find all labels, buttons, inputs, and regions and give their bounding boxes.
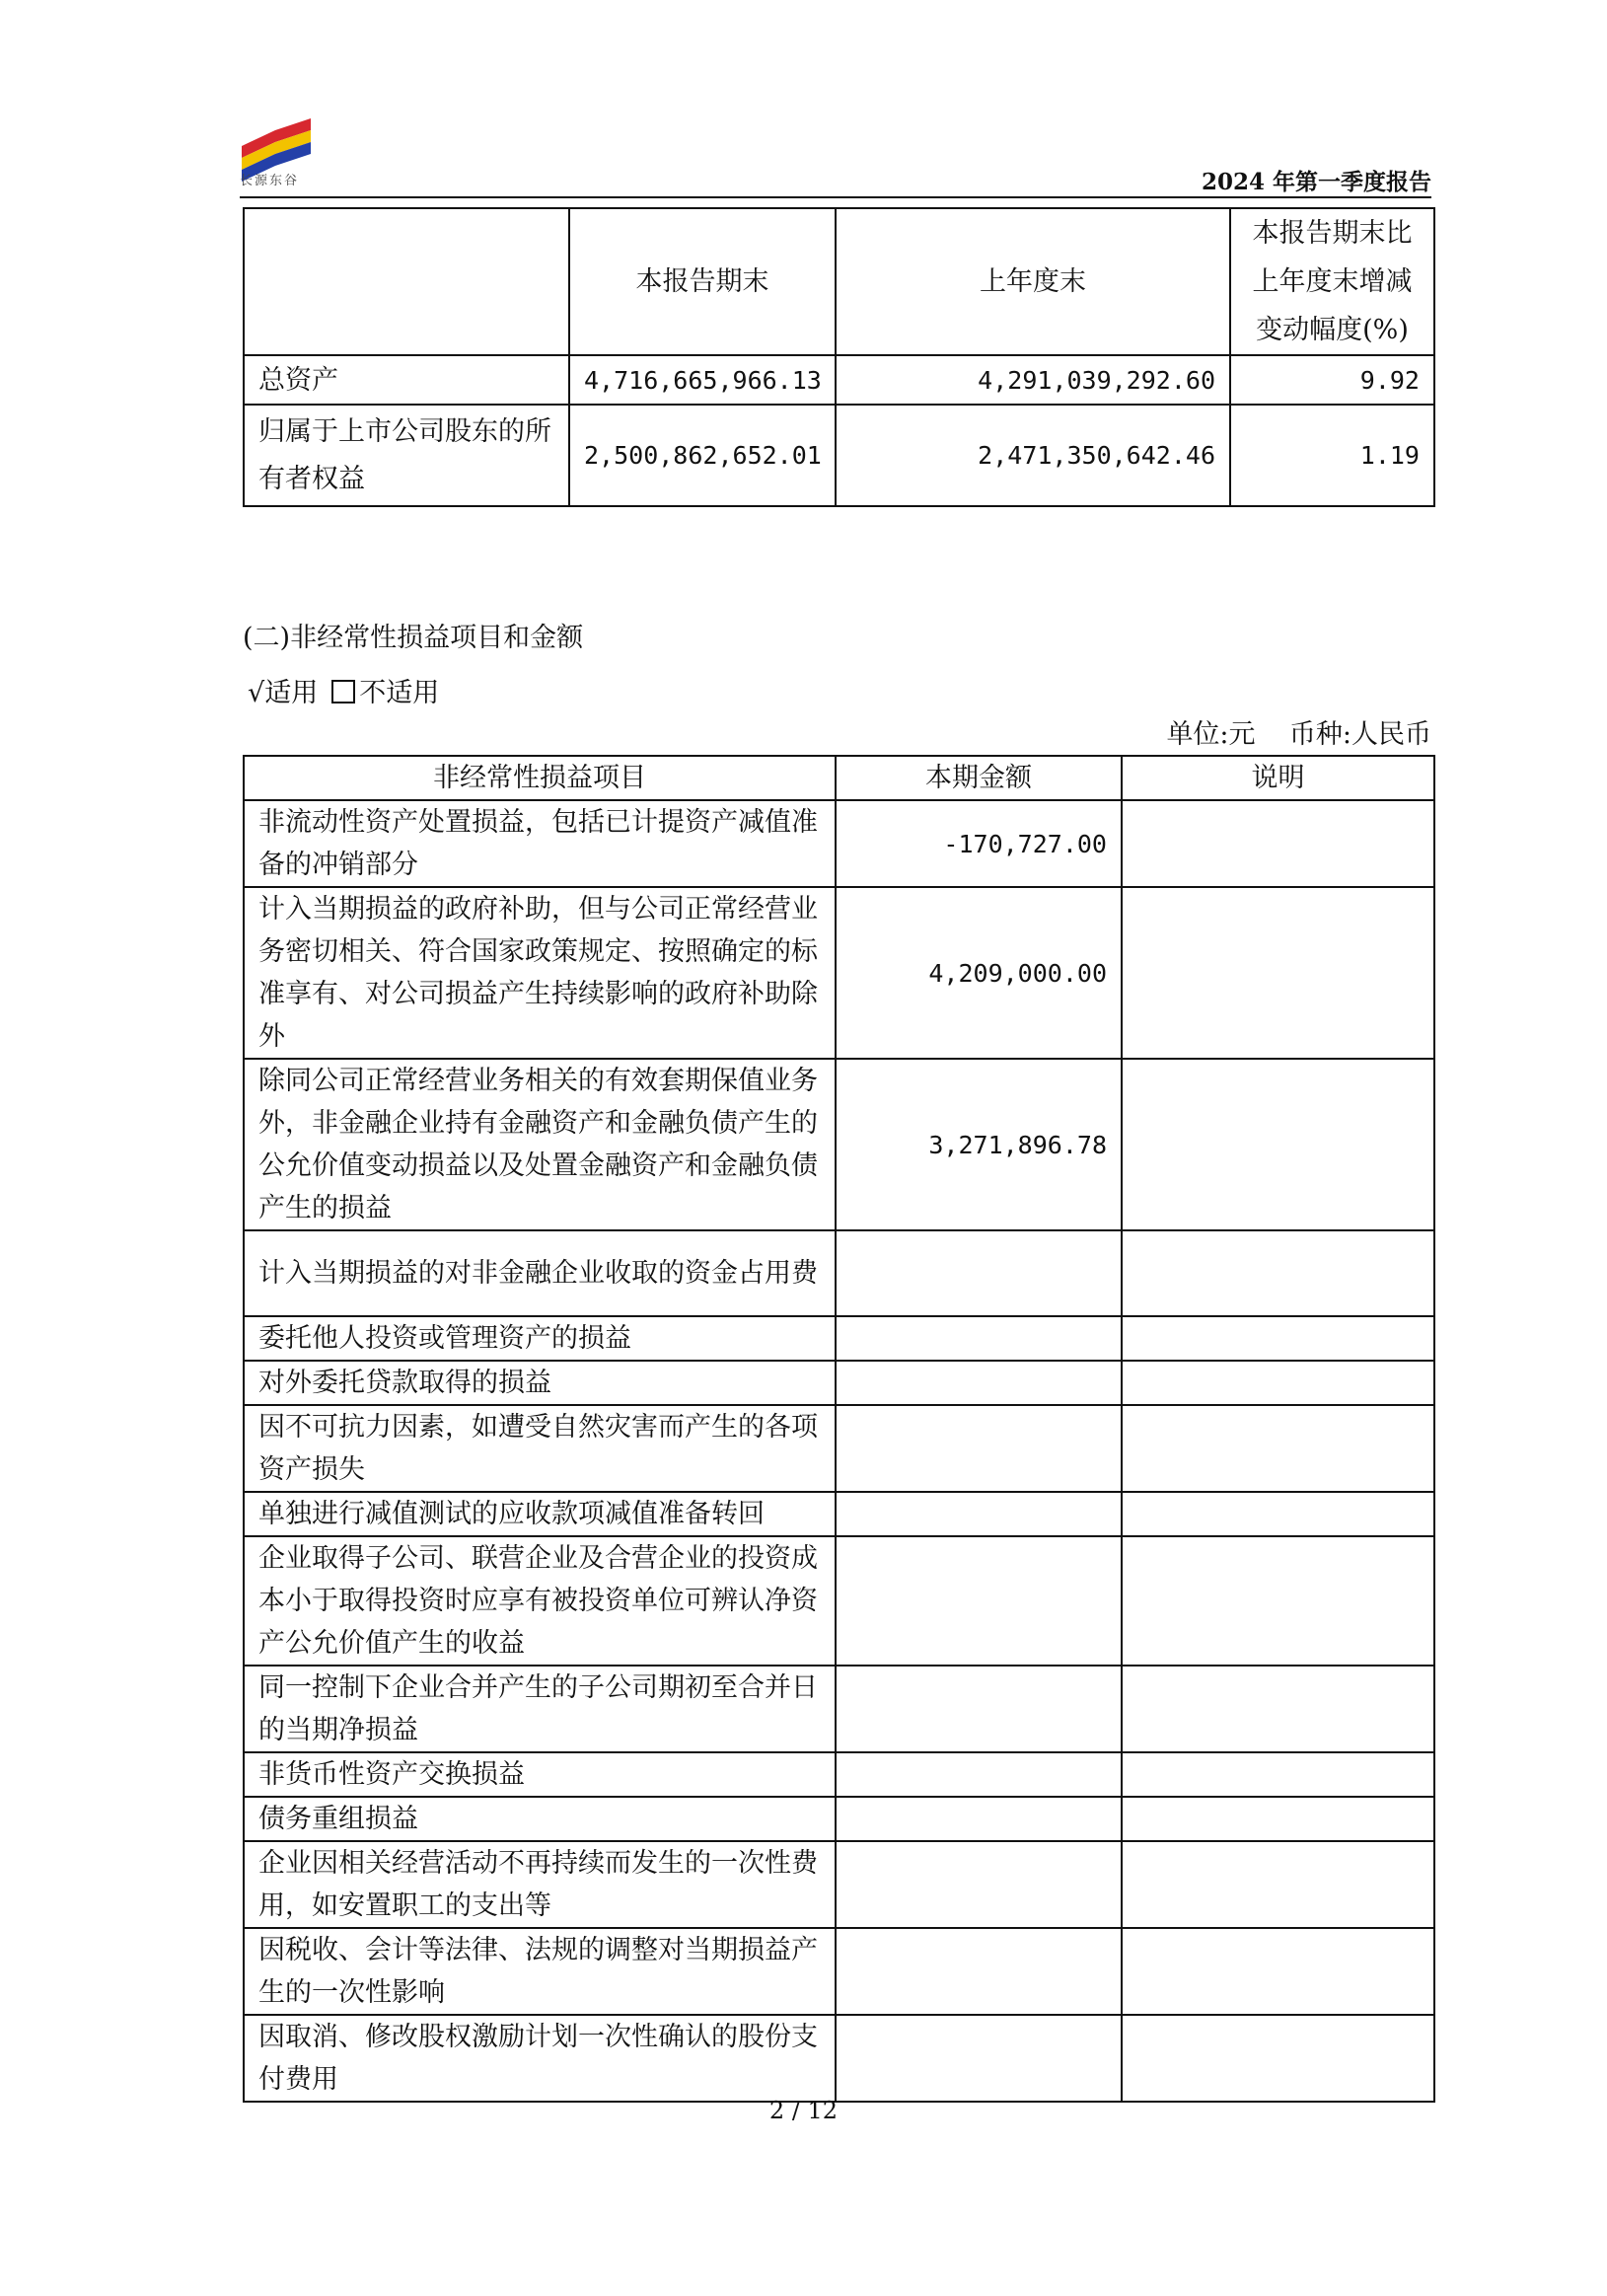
item-cell: 非货币性资产交换损益 — [244, 1752, 836, 1797]
amount-cell — [836, 1492, 1122, 1536]
logo-text: 长源东谷 — [240, 174, 300, 188]
item-cell: 企业取得子公司、联营企业及合营企业的投资成本小于取得投资时应享有被投资单位可辨认净资产公允价值产生的收益 — [244, 1536, 836, 1666]
currency-label: 币种:人民币 — [1288, 719, 1431, 750]
amount-cell — [836, 1928, 1122, 2015]
header-cell: 本报告期末 — [569, 208, 836, 355]
item-cell: 委托他人投资或管理资产的损益 — [244, 1316, 836, 1361]
table-row — [244, 1928, 1434, 2015]
note-cell — [1122, 1841, 1434, 1928]
amount-cell — [836, 1797, 1122, 1841]
header-cell: 本期金额 — [836, 756, 1122, 800]
header-cell: 说明 — [1122, 756, 1434, 800]
header-cell: 非经常性损益项目 — [244, 756, 836, 800]
value-cell: 1.19 — [1230, 405, 1434, 506]
amount-cell: 4,209,000.00 — [836, 887, 1122, 1059]
value-cell: 2,471,350,642.46 — [836, 405, 1230, 506]
balance-table — [243, 207, 1435, 507]
item-cell: 企业因相关经营活动不再持续而发生的一次性费用，如安置职工的支出等 — [244, 1841, 836, 1928]
section-title: (二)非经常性损益项目和金额 — [243, 623, 584, 653]
item-cell: 同一控制下企业合并产生的子公司期初至合并日的当期净损益 — [244, 1666, 836, 1752]
table-row — [244, 1492, 1434, 1536]
item-cell: 非流动性资产处置损益，包括已计提资产减值准备的冲销部分 — [244, 800, 836, 887]
amount-cell — [836, 1405, 1122, 1492]
table-row — [244, 1316, 1434, 1361]
item-cell: 因税收、会计等法律、法规的调整对当期损益产生的一次性影响 — [244, 1928, 836, 2015]
note-cell — [1122, 1536, 1434, 1666]
item-cell: 计入当期损益的政府补助，但与公司正常经营业务密切相关、符合国家政策规定、按照确定的标准享有、对公司损益产生持续影响的政府补助除外 — [244, 887, 836, 1059]
item-cell: 因取消、修改股权激励计划一次性确认的股份支付费用 — [244, 2015, 836, 2102]
unit-label: 单位:元 — [1166, 719, 1256, 750]
amount-cell — [836, 1316, 1122, 1361]
amount-cell — [836, 1361, 1122, 1405]
table-row — [244, 1059, 1434, 1230]
note-cell — [1122, 1361, 1434, 1405]
note-cell — [1122, 1752, 1434, 1797]
table-row — [244, 1666, 1434, 1752]
header-cell: 上年度末 — [836, 208, 1230, 355]
table-row — [244, 887, 1434, 1059]
non-recurring-items-table — [243, 755, 1435, 2103]
item-cell: 单独进行减值测试的应收款项减值准备转回 — [244, 1492, 836, 1536]
unit-line — [1166, 712, 1431, 751]
item-cell: 对外委托贷款取得的损益 — [244, 1361, 836, 1405]
table-row — [244, 1361, 1434, 1405]
note-cell — [1122, 1230, 1434, 1316]
note-cell — [1122, 1928, 1434, 2015]
note-cell — [1122, 1666, 1434, 1752]
table-header-row — [244, 208, 1434, 355]
amount-cell — [836, 1666, 1122, 1752]
table-row — [244, 1230, 1434, 1316]
value-cell: 9.92 — [1230, 355, 1434, 405]
not-applicable-label: 不适用 — [359, 678, 440, 708]
report-title: 2024 年第一季度报告 — [1201, 169, 1431, 195]
table-header-row — [244, 756, 1434, 800]
amount-cell — [836, 2015, 1122, 2102]
item-cell: 债务重组损益 — [244, 1797, 836, 1841]
table-row — [244, 2015, 1434, 2102]
note-cell — [1122, 1797, 1434, 1841]
table-row — [244, 405, 1434, 506]
item-cell: 归属于上市公司股东的所有者权益 — [244, 405, 569, 506]
item-cell: 总资产 — [244, 355, 569, 405]
value-cell: 2,500,862,652.01 — [569, 405, 836, 506]
note-cell — [1122, 800, 1434, 887]
amount-cell: -170,727.00 — [836, 800, 1122, 887]
item-cell: 计入当期损益的对非金融企业收取的资金占用费 — [244, 1230, 836, 1316]
note-cell — [1122, 1316, 1434, 1361]
note-cell — [1122, 1492, 1434, 1536]
table-row — [244, 1841, 1434, 1928]
header-divider — [240, 196, 1431, 198]
amount-cell — [836, 1752, 1122, 1797]
amount-cell: 3,271,896.78 — [836, 1059, 1122, 1230]
note-cell — [1122, 887, 1434, 1059]
value-cell: 4,291,039,292.60 — [836, 355, 1230, 405]
page-number: 2 / 12 — [768, 2097, 839, 2124]
amount-cell — [836, 1230, 1122, 1316]
note-cell — [1122, 1059, 1434, 1230]
table-row — [244, 1405, 1434, 1492]
applicability-line — [248, 671, 439, 709]
applicable-label: √适用 — [248, 678, 319, 708]
table-row — [244, 1536, 1434, 1666]
header-cell: 本报告期末比上年度末增减变动幅度(%) — [1230, 208, 1434, 355]
item-cell: 因不可抗力因素，如遭受自然灾害而产生的各项资产损失 — [244, 1405, 836, 1492]
note-cell — [1122, 2015, 1434, 2102]
table-row — [244, 1752, 1434, 1797]
table-row — [244, 355, 1434, 405]
amount-cell — [836, 1841, 1122, 1928]
note-cell — [1122, 1405, 1434, 1492]
value-cell: 4,716,665,966.13 — [569, 355, 836, 405]
item-cell: 除同公司正常经营业务相关的有效套期保值业务外，非金融企业持有金融资产和金融负债产生的公允价值变动损益以及处置金融资产和金融负债产生的损益 — [244, 1059, 836, 1230]
amount-cell — [836, 1536, 1122, 1666]
header-cell — [244, 208, 569, 355]
checkbox-icon — [331, 680, 355, 704]
table-row — [244, 1797, 1434, 1841]
table-row — [244, 800, 1434, 887]
